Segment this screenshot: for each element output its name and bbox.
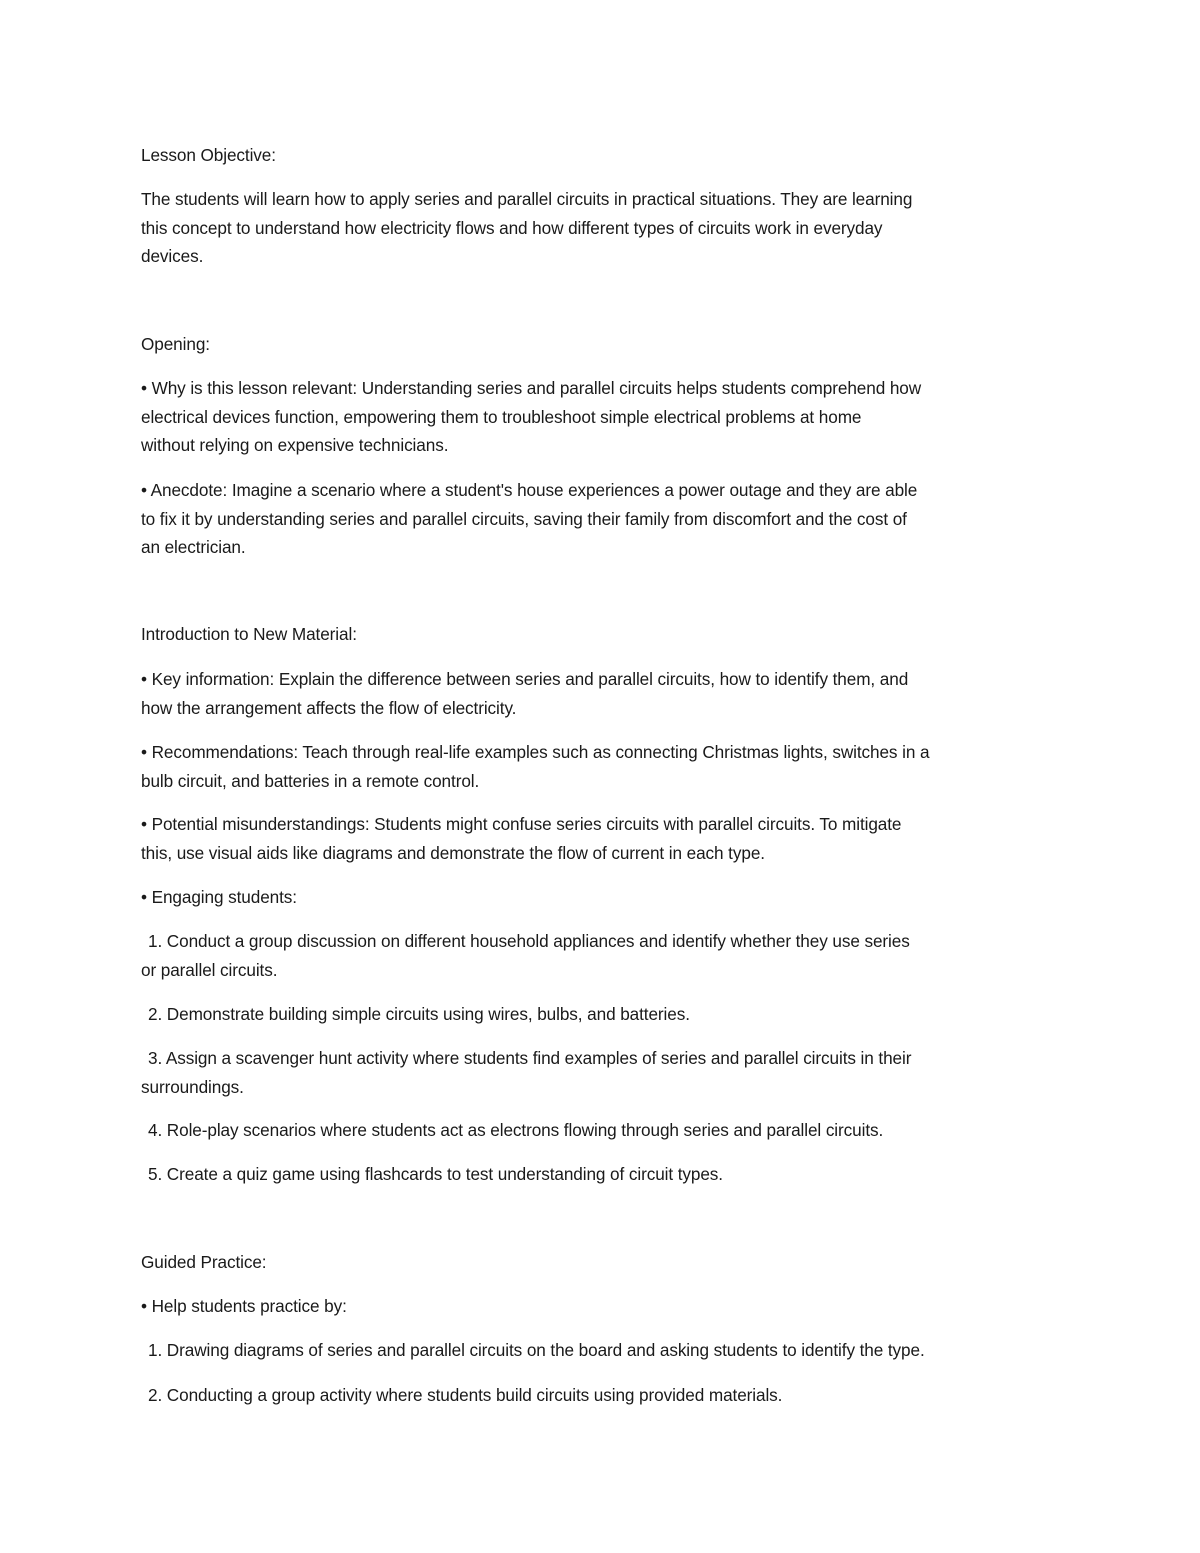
lesson-objective-text: The students will learn how to apply series and parallel circuits in practical situations. They are learning this concept to understand how electricity flows and how different types of circuits work in everyday devices. bbox=[141, 189, 913, 267]
guided-item-2: 2. Conducting a group activity where students build circuits using provided materials. bbox=[148, 1385, 783, 1405]
engaging-item-1: 1. Conduct a group discussion on different household appliances and identify whether they use series or parallel circuits. bbox=[141, 931, 910, 980]
guided-item-1: 1. Drawing diagrams of series and parallel circuits on the board and asking students to identify the type. bbox=[148, 1340, 925, 1360]
engaging-item-4: 4. Role-play scenarios where students act as electrons flowing through series and parallel circuits. bbox=[148, 1120, 884, 1140]
key-information-bullet: • Key information: Explain the difference between series and parallel circuits, how to identify them, and how the arrangement affects the flow of electricity. bbox=[141, 669, 909, 718]
guided-help-bullet: • Help students practice by: bbox=[141, 1296, 347, 1316]
engaging-item-5: 5. Create a quiz game using flashcards to test understanding of circuit types. bbox=[148, 1164, 723, 1184]
guided-practice-heading: Guided Practice: bbox=[141, 1252, 267, 1272]
misunderstandings-bullet: • Potential misunderstandings: Students might confuse series circuits with parallel circuits. To mitigate this, use visual aids like diagrams and demonstrate the flow of current in each type. bbox=[141, 814, 902, 863]
lesson-objective-heading: Lesson Objective: bbox=[141, 145, 276, 165]
engaging-item-2: 2. Demonstrate building simple circuits using wires, bulbs, and batteries. bbox=[148, 1004, 690, 1024]
opening-relevance-bullet: • Why is this lesson relevant: Understanding series and parallel circuits helps students comprehend how electrical devices function, empowering them to troubleshoot simple electrical problems at home without relying on expensive technicians. bbox=[141, 378, 922, 456]
opening-anecdote-bullet: • Anecdote: Imagine a scenario where a student's house experiences a power outage and they are able to fix it by understanding series and parallel circuits, saving their family from discomfort and the cost of an electrician. bbox=[141, 480, 918, 558]
opening-heading: Opening: bbox=[141, 334, 210, 354]
document-page bbox=[141, 0, 1071, 1553]
engaging-students-bullet: • Engaging students: bbox=[141, 887, 297, 907]
engaging-item-3: 3. Assign a scavenger hunt activity where students find examples of series and parallel circuits in their surroundings. bbox=[141, 1048, 912, 1097]
recommendations-bullet: • Recommendations: Teach through real-life examples such as connecting Christmas lights, switches in a bulb circuit, and batteries in a remote control. bbox=[141, 742, 930, 791]
new-material-heading: Introduction to New Material: bbox=[141, 624, 357, 644]
